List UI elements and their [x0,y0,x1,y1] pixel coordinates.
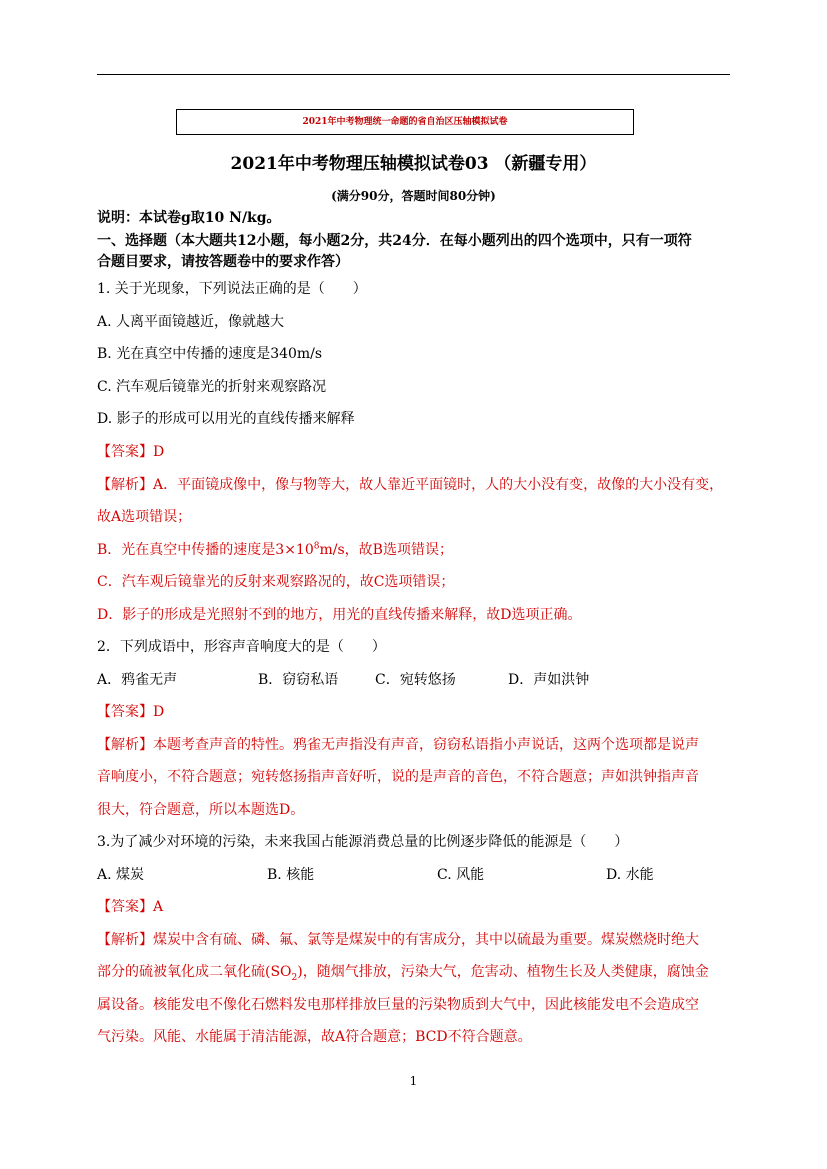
instructions-note: 说明：本试卷g取10 N/kg。 [97,210,281,226]
q1-stem: 1. 关于光现象，下列说法正确的是（ ） [97,281,367,297]
q2-analysis-line3: 很大，符合题意，所以本题选D。 [97,802,305,818]
q1-option-d: D. 影子的形成可以用光的直线传播来解释 [97,411,355,427]
exam-subtitle: (满分90分，答题时间80分钟) [331,189,496,203]
header-rule [97,74,730,75]
q1-option-a: A. 人离平面镜越近，像就越大 [97,314,285,330]
q1-analysis-line3-text: B．光在真空中传播的速度是3×10 [97,542,314,558]
q2-analysis-line1: 【解析】本题考查声音的特性。鸦雀无声指没有声音，窃窃私语指小声说话，这两个选项都是说声 [97,737,699,753]
q2-analysis-line2: 音响度小，不符合题意；宛转悠扬指声音好听，说的是声音的音色，不符合题意；声如洪钟指声音 [97,769,699,785]
q3-option-d: D. 水能 [606,867,654,883]
q3-analysis-subscript: 2 [291,972,298,983]
section-heading-line2: 合题目要求，请按答题卷中的要求作答） [97,254,349,270]
q3-analysis-line2-tail: )，随烟气排放，污染大气，危害动、植物生长及人类健康，腐蚀金 [297,964,709,980]
q3-answer: 【答案】A [97,899,164,915]
q1-analysis-line3 [97,541,453,559]
exam-series-banner: 2021年中考物理统一命题的省自治区压轴模拟试卷 [176,109,634,135]
q3-stem: 3.为了减少对环境的污染，未来我国占能源消费总量的比例逐步降低的能源是（ ） [97,834,629,850]
q3-option-a: A. 煤炭 [97,867,145,883]
exam-title: 2021年中考物理压轴模拟试卷03 （新疆专用） [230,154,597,174]
q1-analysis-exponent: 8 [313,541,320,552]
q1-analysis-line1: 【解析】A．平面镜成像中，像与物等大，故人靠近平面镜时，人的大小没有变，故像的大小没有变， [97,477,724,493]
q3-option-c: C. 风能 [437,867,485,883]
q3-analysis-line2 [97,963,709,981]
q3-analysis-line4: 气污染。风能、水能属于清洁能源，故A符合题意；BCD不符合题意。 [97,1029,532,1045]
section-heading-line1: 一、选择题（本大题共12小题，每小题2分，共24分．在每小题列出的四个选项中，只有一项符 [97,233,692,249]
q2-stem: 2．下列成语中，形容声音响度大的是（ ） [97,639,386,655]
q1-analysis-line4: C．汽车观后镜靠光的反射来观察路况的，故C选项错误； [97,574,455,590]
q1-analysis-line3-tail: m/s，故B选项错误； [319,542,453,558]
q2-answer: 【答案】D [97,704,165,720]
q2-option-a: A．鸦雀无声 [97,672,178,688]
q1-analysis-line5: D．影子的形成是光照射不到的地方，用光的直线传播来解释，故D选项正确。 [97,607,582,623]
q3-analysis-line2-text: 部分的硫被氧化成二氧化硫(SO [97,964,292,980]
q1-analysis-line2: 故A选项错误； [97,509,192,525]
q2-option-b: B．窃窃私语 [258,672,339,688]
q3-analysis-line1: 【解析】煤炭中含有硫、磷、氟、氯等是煤炭中的有害成分，其中以硫最为重要。煤炭燃烧时绝大 [97,932,699,948]
q3-option-b: B. 核能 [267,867,315,883]
q2-option-d: D．声如洪钟 [508,672,590,688]
q1-answer: 【答案】D [97,444,165,460]
page-number: 1 [409,1074,418,1088]
q1-option-c: C. 汽车观后镜靠光的折射来观察路况 [97,379,327,395]
q1-option-b: B. 光在真空中传播的速度是340m/s [97,346,323,362]
q3-analysis-line3: 属设备。核能发电不像化石燃料发电那样排放巨量的污染物质到大气中，因此核能发电不会造成空 [97,997,699,1013]
q2-option-c: C．宛转悠扬 [375,672,456,688]
